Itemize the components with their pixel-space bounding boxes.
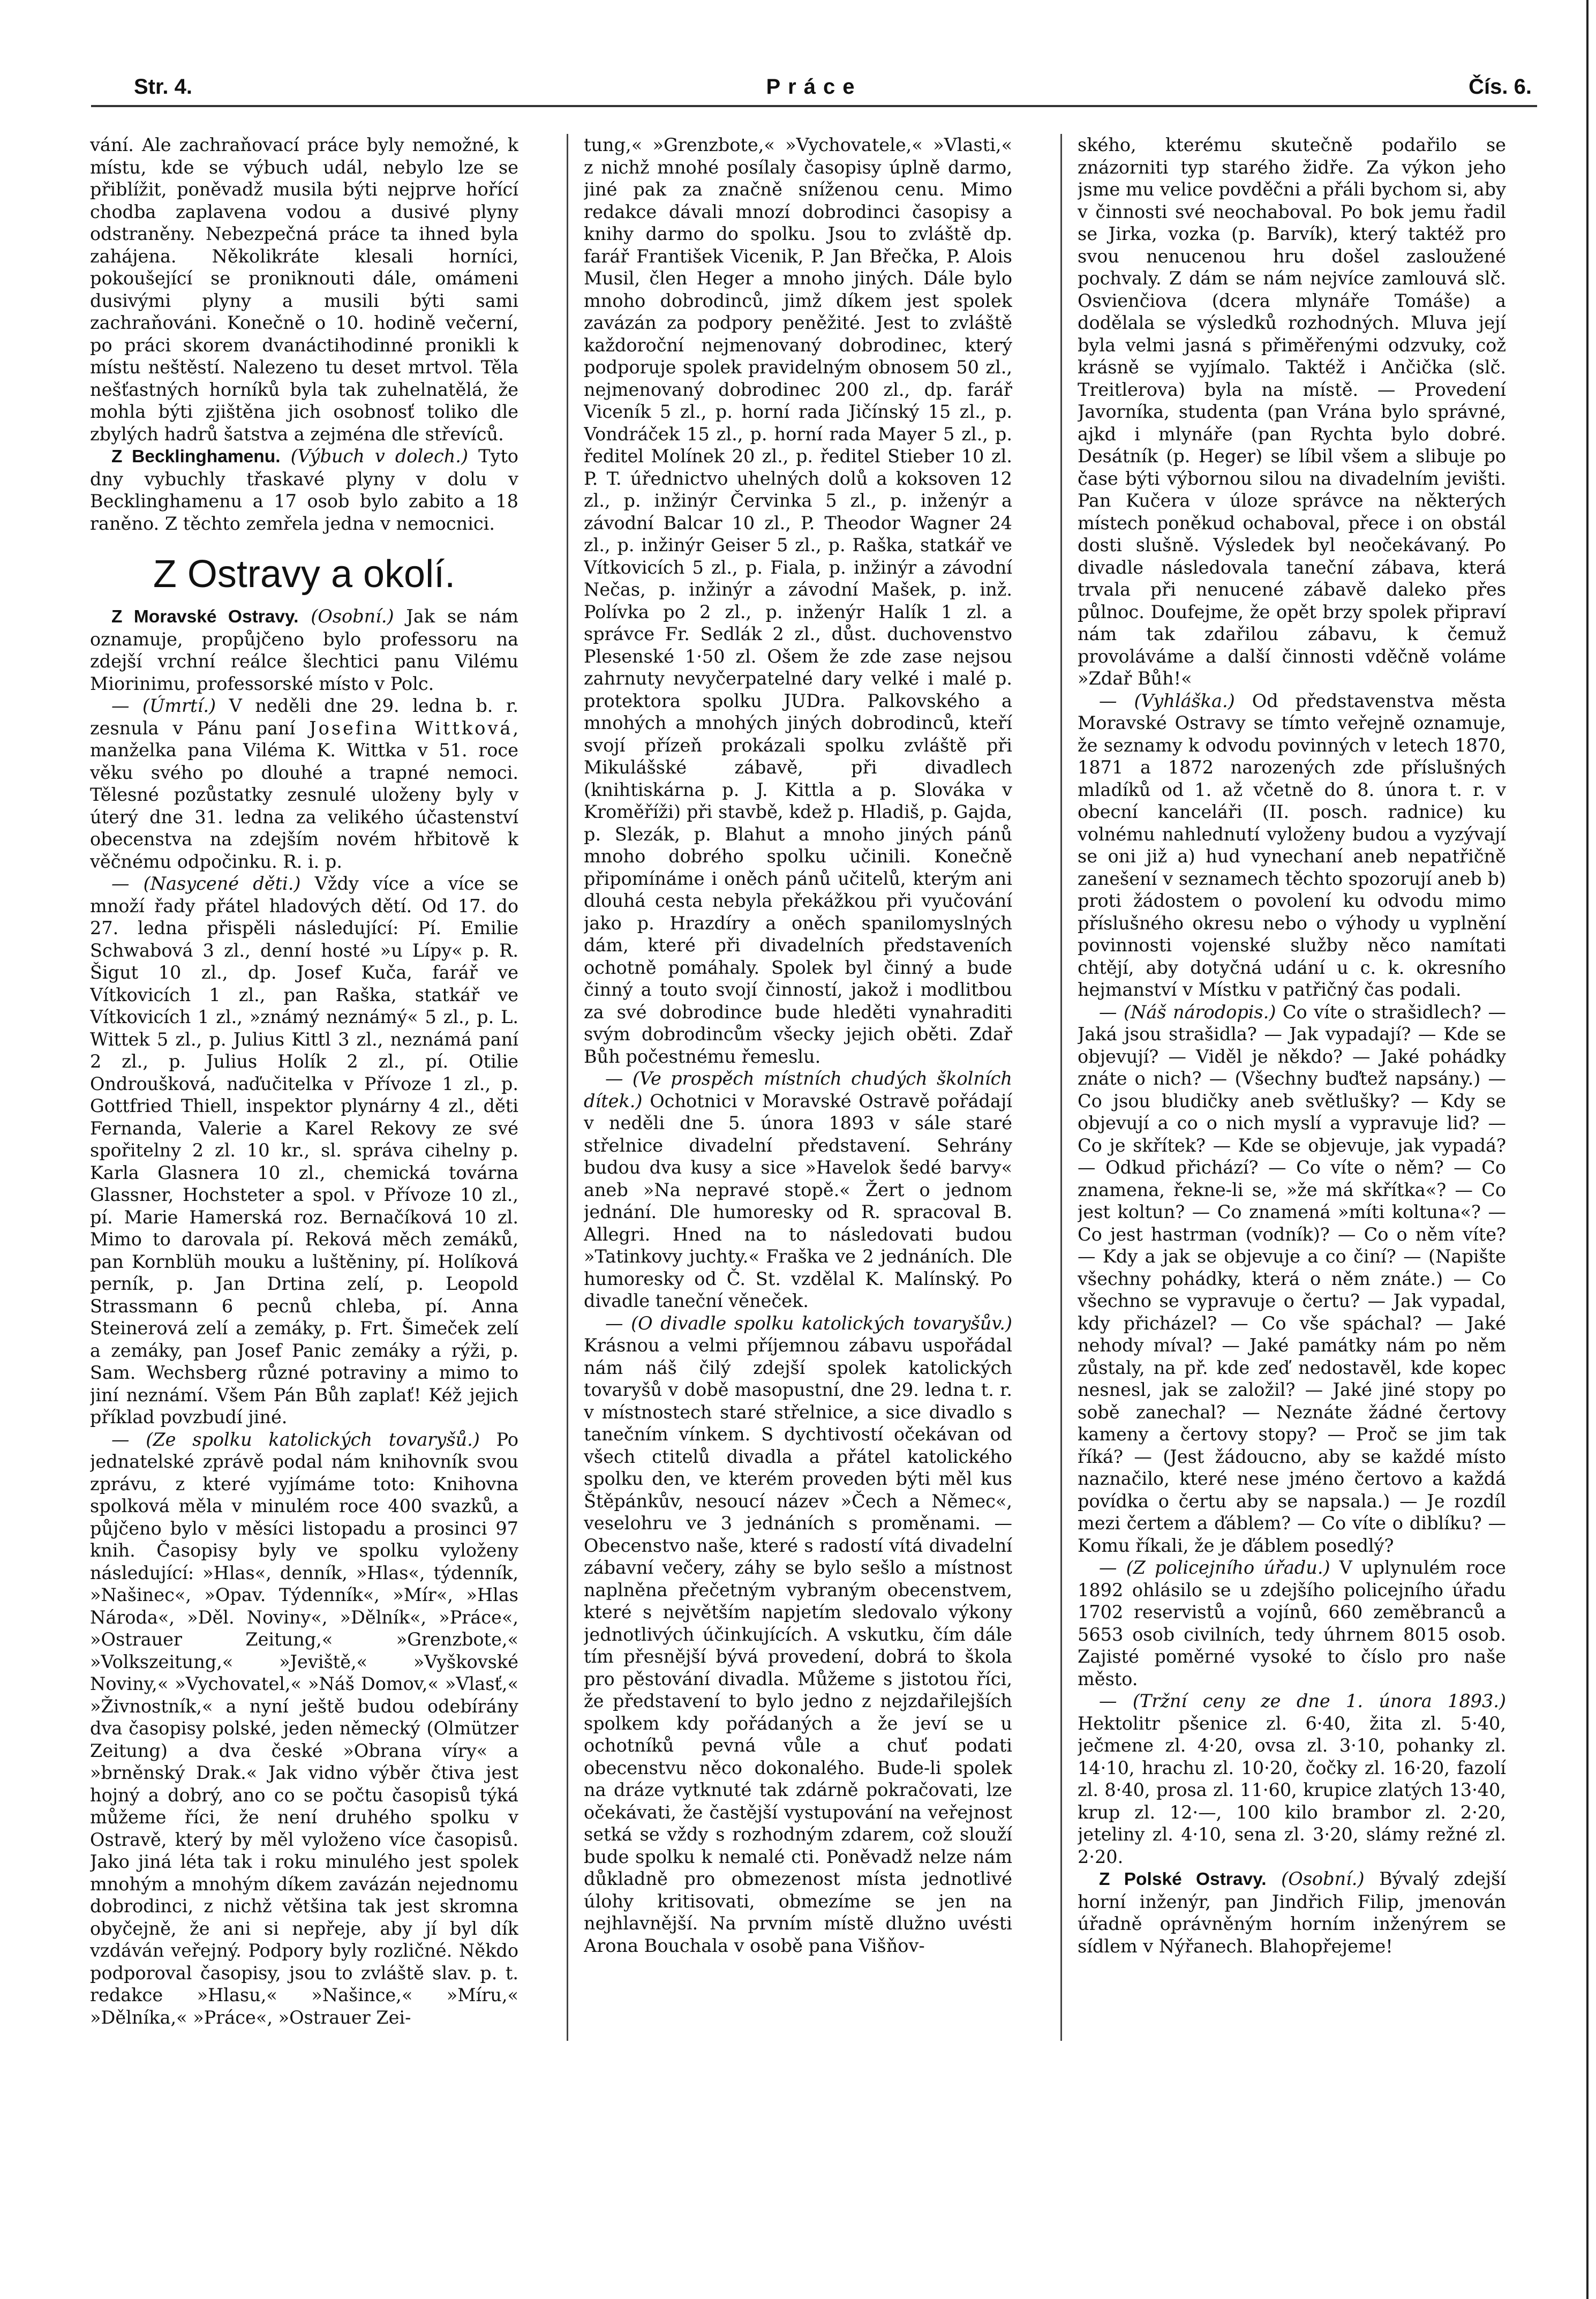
article-text: Co víte o strašidlech? — Jaká jsou strašidla? — Jak vypadají? — Kde se objevují? — Viděl je někdo? — Jaké pohádky znáte o nich? — (Všechny buďtež napsány.) — Co jsou bludičky aneb světlušky? — Kdy se objevují a co o nich myslí a vypravuje lid? — Co je skřítek? — Kde se objevuje, jak vypadá? — Odkud přichází? — Co víte o něm? — Co znamena, řekne-li se, »že má skřítka«? — Co jest koltun? — Co znamená »míti koltuna«? — Co jest hastrman (vodník)? — Co o něm víte? — Kdy a jak se objevuje a co činí? — (Napište všechny pohádky, která o něm znáte.) — Co všechno se vypravuje o čertu? — Jak vypadal, kdy přicházel? — Co vše spáchal? — Jaké nehody míval? — Jaké památky nám po něm zůstaly, na př. kde zeď nedostavěl, kde kopec nesnesl, jak se založil? — Jaké jiné stopy po sobě zanechal? — Neznáte žádné čertovy kameny a čertovy stopy? — Proč se jim tak říká? — (Jest žádoucno, aby se každé místo naznačilo, které nese jméno čertovo a každá povídka o čertu aby se napsala.) — Je rozdíl mezi čertem a ďáblem? — Co víte o diblíku? — Komu říkali, že je ďáblem posedlý?	[1078, 1001, 1506, 1556]
article-paragraph: ského, kterému skutečně podařilo se znázorniti typ starého židře. Za výkon jeho jsme mu velice povděčni a přáli bychom si, aby v činnosti své neochaboval. Po bok jemu řadil se Jirka, vozka (p. Barvík), který taktéž pro svou nenucenou hru došel zasloužené pochvaly. Z dám se nám nejvíce zamlouvá slč. Osvienčiova (dcera mlynáře Tomáše) a dodělala se výsledků rozhodných. Mluva její byla velmi jasná s přiměřenými odzvuky, což krásně se vyjímalo. Taktéž i Ančička (slč. Treitlerova) byla na místě. — Provedení Javorníka, studenta (pan Vrána bylo správné, ajkd i mlynáře (pan Rychta bylo dobré. Desátník (p. Heger) se líbil všem a slibuje po čase býti výbornou silou na divadelním jevišti. Pan Kučera v úloze správce na některých místech poněkud ochaboval, přece i on obstál dosti slušně. Výsledek byl neočekávaný. Po divadle následovala taneční zábava, která trvala při nenucené zábavě daleko přes půlnoc. Doufejme, že opět brzy spolek připraví nám tak zdařilou zábavu, k čemuž provoláváme a další činnosti vděčně voláme »Zdař Bůh!«	[1078, 134, 1506, 689]
article-paragraph	[1078, 690, 1506, 1001]
article-paragraph	[584, 1068, 1012, 1312]
article-paragraph	[90, 695, 518, 873]
newspaper-title: Práce	[766, 75, 862, 99]
article-source: (Osobní.)	[311, 606, 394, 627]
article-text: Tyto dny vybuchly třaskavé plyny v dolu v Becklinghamenu a 17 osob bylo zabito a 18 raněno. Z těchto zemřela jedna v nemocnici.	[90, 446, 518, 534]
article-source: — (O divadle spolku katolických tovaryšův.)	[605, 1312, 1012, 1334]
place-heading: Z Becklinghamenu.	[111, 447, 281, 467]
article-text: V neděli dne 29. ledna b. r. zesnula v Pánu paní	[90, 695, 518, 739]
article-source: — (Nasycené děti.)	[111, 873, 301, 894]
article-paragraph: vání. Ale zachraňovací práce byly nemožné, k místu, kde se výbuch udál, nebylo lze se přiblížit, poněvadž musila býti nejprve hořící chodba zaplavena vodou a dusivé plyny odstraněny. Nebezpečná práce ta ihned byla zahájena. Několikráte klesali horníci, pokoušející se proniknouti dále, omámeni dusivými plyny a musili býti sami zachraňováni. Konečně o 10. hodině večerní, po práci skorem dvanáctihodinné pronikli k místu neštěstí. Nalezeno tu deset mrtvol. Těla nešťastných horníků byla tak zuhelnatělá, že mohla býti zjištěna jich osobnosť toliko dle zbylých hadrů šatstva a zejména dle střevíců.	[90, 134, 518, 445]
article-paragraph	[1078, 1557, 1506, 1690]
issue-number: Čís. 6.	[1469, 75, 1532, 99]
article-source: — (Ze spolku katolických tovaryšů.)	[111, 1429, 480, 1450]
article-source: — (Vyhláška.)	[1099, 690, 1235, 711]
article-source: — (Tržní ceny ze dne 1. února 1893.)	[1099, 1691, 1506, 1711]
article-text: Po jednatelské zprávě podal nám knihovník svou zprávu, z které vyjímáme toto: Knihovna spolková měla v minulém roce 400 svazků, a půjčeno bylo v měsíci listopadu a prosinci 97 knih. Časopisy byly ve spolku vyloženy následující: »Hlas«, denník, »Hlas«, týdenník, »Našinec«, »Opav. Týdenník«, »Mír«, »Hlas Národa«, »Děl. Noviny«, »Dělník«, »Práce«, »Ostrauer Zeitung,« »Grenzbote,« »Volkszeitung,« »Jeviště,« »Vyškovské Noviny,« »Vychovatel,« »Náš Domov,« »Vlasť,« »Živnostník,« a nyní ještě budou odebírány dva časopisy polské, jeden německý (Olmützer Zeitung) a dva české »Obrana víry« a »brněnský Drak.« Jak vidno výběr čtiva jest hojný a dobrý, ano co se počtu časopisů týká můžeme říci, že není druhého spolku v Ostravě, který by měl vyloženo více časopisů. Jako jiná léta tak i roku minulého jest spolek mnohým a mnohým díkem zavázán nejednomu dobrodinci, z nichž většina tak jest skromna obyčejně, že ani si nepřeje, aby jí byl dík vzdáván veřejný. Podpory byly rozličné. Někdo podporoval časopisy, jsou to zvláště slav. p. t. redakce »Hlasu,« »Našince,« »Míru,« »Dělníka,« »Práce«, »Ostrauer Zei-	[90, 1429, 518, 2028]
article-source: — (Z policejního úřadu.)	[1099, 1557, 1330, 1578]
article-source: — (Náš národopis.)	[1099, 1001, 1276, 1023]
header-rule	[91, 105, 1537, 107]
article-paragraph: tung,« »Grenzbote,« »Vychovatele,« »Vlasti,« z nichž mnohé posílaly časopisy úplně darmo, jiné pak za značně sníženou cenu. Mimo redakce dávali mnozí dobrodinci časopisy a knihy darmo do spolku. Jsou to zvláště dp. farář František Vicenik, P. Jan Břečka, P. Alois Musil, člen Heger a mnoho jiných. Dále bylo mnoho dobrodinců, jimž díkem jest spolek zavázán za podpory peněžité. Jest to zvláště každoroční nejmenovaný dobrodinec, který podporuje spolek pravidelným obnosem 50 zl., nejmenovaný dobrodinec 200 zl., dp. farář Viceník 5 zl., p. horní rada Jičínský 15 zl., p. Vondráček 15 zl., p. horní rada Mayer 5 zl., p. ředitel Molínek 20 zl., p. ředitel Stieber 10 zl. P. T. úřednictvo uhelných dolů a koksoven 12 zl., p. inžinýr Červinka 5 zl., p. inženýr a závodní Balcar 10 zl., P. Theodor Wagner 24 zl., p. inžinýr Geiser 5 zl., p. Raška, statkář ve Vítkovicích 5 zl., p. Fiala, p. inžinýr a závodní Nečas, p. inžinýr a závodní Mašek, p. inž. Polívka po 2 zl., p. inženýr Halík 1 zl. a správce Fr. Sedlák 2 zl., důst. duchovenstvo Plesenské 1·50 zl. Ošem že zde zase nejsou zahrnuty nevyčerpatelné dary velké i malé p. protektora spolku JUDra. Palkovského a mnohých a mnohých jiných dobrodinců, kteří svojí přízeň prokázali spolku zvláště při Mikulášské zábavě, při divadlech (knihtiskárna p. J. Kittla a p. Slováka v Kroměříži) při stavbě, kdež p. Hladiš, p. Gajda, p. Slezák, p. Blahut a mnoho jiných pánů mnoho dobrého spolku učinili. Konečně připomínáme i oněch pánů učitelů, kterým ani dlouhá cesta nebyla překážkou při vyučování jako p. Hrazdíry a oněch spanilomyslných dám, které při divadelních představeních ochotně pomáhaly. Spolek byl činný a bude činný a touto svojí činností, jakož i modlitbou za své dobrodince bude hleděti vynahraditi svým dobrodincům všecky jejich oběti. Zdař Bůh počestnému řemeslu.	[584, 134, 1012, 1067]
column-divider	[1060, 134, 1062, 2041]
article-text: Vždy více a více se množí řady přátel hladových dětí. Od 17. do 27. ledna přispěli následující: Pí. Emilie Schwabová 3 zl., denní hosté »u Lípy« p. R. Šigut 10 zl., dp. Josef Kuča, farář ve Vítkovicích 1 zl., pan Raška, statkář ve Vítkovicích 1 zl., »známý neznámý« 5 zl., p. L. Wittek 5 zl., p. Julius Kittl 3 zl., neznámá paní 2 zl., p. Julius Holík 2 zl., pí. Otilie Ondroušková, naďučitelka v Přívoze 1 zl., p. Gottfried Thiell, inspektor plynárny 4 zl., děti Fernanda, Valerie a Karel Rekovy ze své spořitelny 2 zl. 10 kr., sl. správa cihelny p. Karla Glasnera 10 zl., chemická továrna Glassner, Hochsteter a spol. v Přívoze 10 zl., pí. Marie Hamerská roz. Bernačíková 10 zl. Mimo to darovala pí. Reková měch zemáků, pan Kornblüh mouku a luštěniny, pí. Holíková perník, p. Jan Drtina zelí, p. Leopold Strassmann 6 pecnů chleba, pí. Anna Steinerová zelí a zemáky, p. Frt. Šimeček zelí a zemáky, pan Josef Panic zemáky a rýži, p. Sam. Wechsberg různé potraviny a mimo to jiní neznámí. Všem Pán Bůh zaplať! Kéž jejich příklad povzbudí jiné.	[90, 873, 518, 1428]
article-paragraph	[584, 1312, 1012, 1957]
article-source: (Výbuch v dolech.)	[290, 446, 469, 467]
place-heading: Z Polské Ostravy.	[1099, 1869, 1267, 1889]
article-paragraph	[1078, 1690, 1506, 1868]
article-paragraph	[90, 605, 518, 695]
column-3	[1078, 134, 1506, 2250]
section-title: Z Ostravy a okolí.	[153, 553, 456, 596]
article-source: — (Úmrtí.)	[111, 695, 216, 716]
article-paragraph	[1078, 1868, 1506, 1957]
article-text: V uplynulém roce 1892 ohlásilo se u zdejšího policejního úřadu 1702 reservistů a vojínů, 660 zeměbranců a 5653 osob civilních, tedy úhrnem 8015 osob. Zajisté poměrné vysoké to číslo pro naše město.	[1078, 1557, 1506, 1689]
article-text: Krásnou a velmi příjemnou zábavu uspořádal nám náš čilý zdejší spolek katolických tovaryšů v době masopustní, dne 29. ledna t. r. v místnostech staré střelnice, a sice divadlo s tanečním vínkem. S dychtivostí očekávan od všech ctitelů divadla a přátel katolického spolku den, ve kterém proveden býti měl kus Štěpánkův, nesoucí název »Čech a Němec«, veselohru ve 3 jednáních s proměnami. — Obecenstvo naše, které s radostí vítá divadelní zábavní večery, záhy se bylo sešlo a místnost naplněna přečetným vybraným obecenstvem, které s největším napjetím sledovalo výkony jednotlivých účinkujících. A vskutku, čím dále tím přesnější bývá provedení, dobrá to škola pro pěstování divadla. Můžeme s jistotou říci, že představení to bylo jedno z nejzdařilejších spolkem kdy pořádaných a že jeví se u ochotníků pevná vůle a chuť podati obecenstvu něco dokonalého. Bude-li spolek na dráze vytknuté tak zdárně pokračovati, lze očekávati, že častější vystupování na veřejnost setká se vždy s rozhodným zdarem, což slouží bude spolku k nemalé cti. Poněvadž nelze nám důkladně pro obmezenost místa jednotlivé úlohy kritisovati, obmezíme se jen na nejhlavnější. Na prvním místě dlužno uvésti Arona Bouchala v osobě pana Višňov-	[584, 1335, 1012, 1956]
article-text: Hektolitr pšenice zl. 6·40, žita zl. 5·40, ječmene zl. 4·20, ovsa zl. 3·10, pohanky zl. 14·10, hrachu zl. 10·20, čočky zl. 16·20, fazolí zl. 8·40, prosa zl. 11·60, krupice zlatých 13·40, krup zl. 12·—, 100 kilo brambor zl. 2·20, jeteliny zl. 4·10, sena zl. 3·20, slámy režné zl. 2·20.	[1078, 1712, 1506, 1867]
page-header	[86, 70, 1542, 107]
column-1	[90, 134, 518, 2250]
article-source: — (Ve prospěch místních chudých školních dítek.)	[584, 1068, 1012, 1111]
article-source: (Osobní.)	[1281, 1868, 1365, 1889]
place-heading: Z Moravské Ostravy.	[111, 607, 299, 627]
article-text: Jak se nám oznamuje, propůjčeno bylo professoru na zdejší vrchní reálce šlechtici panu Vilému Miorinimu, professorské místo v Polc.	[90, 606, 518, 694]
article-text: Ochotnici v Moravské Ostravě pořádají v neděli dne 5. února 1893 v sále staré střelnice divadelní představení. Sehrány budou dva kusy a sice »Havelok šedé barvy« aneb »Na nepravé stopě.« Žert o jednom jednání. Dle humoresky od R. spracoval B. Allegri. Hned na to následovati budou »Tatinkovy juchty.« Fraška ve 2 jednáních. Dle humoresky od Č. St. vzdělal K. Malínský. Po divadle taneční věneček.	[584, 1090, 1012, 1311]
article-paragraph	[90, 445, 518, 535]
article-text: , manželka pana Viléma K. Wittka v 51. roce věku svého po dlouhé a trapné nemoci. Tělesné pozůstatky zesnulé uloženy byly v úterý dne 31. ledna za velikého účastenství obecenstva na zdejším novém hřbitově k věčnému odpočinku. R. i. p.	[90, 717, 518, 872]
page-number: Str. 4.	[134, 75, 192, 99]
article-text: Bývalý zdejší horní inženýr, pan Jindřich Filip, jmenován úřadně oprávněným horním inženýrem se sídlem v Nýřanech. Blahopřejeme!	[1078, 1868, 1506, 1957]
page-border	[1586, 0, 1589, 2299]
person-name: Josefina Wittková	[309, 717, 513, 739]
article-paragraph	[90, 873, 518, 1429]
article-paragraph	[1078, 1001, 1506, 1557]
column-2	[584, 134, 1012, 2250]
column-divider	[567, 134, 568, 2041]
article-paragraph	[90, 1429, 518, 2029]
article-text: Od představenstva města Moravské Ostravy se tímto veřejně oznamuje, že seznamy k odvodu povinných v letech 1870, 1871 a 1872 narozených zde příslušných mladíků od 1. až včetně do 8. února t. r. v obecní kanceláři (II. posch. radnice) ku volnému nahlednutí vyloženy budou a vyzývají se oni již a) hud vynechaní aneb nepatřičně zanešení v seznamech těchto spozorují aneb b) proti žádostem o povolení ku odvodu mimo příslušného okresu nebo o výhody u vyplnění povinnosti vojenské služby něco namítati chtějí, aby dotyčná udání u c. k. okresního hejmanství v Místku v patřičný čas podali.	[1078, 690, 1506, 1000]
